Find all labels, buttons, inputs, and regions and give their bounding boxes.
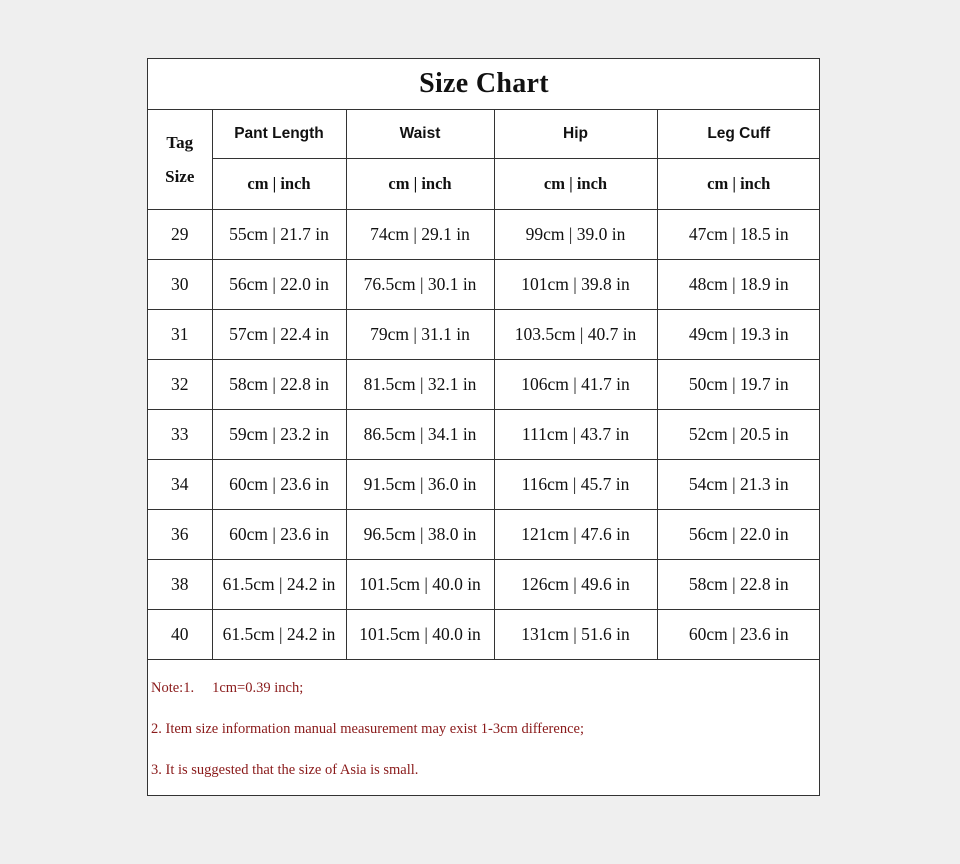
size-cell: 29 — [148, 210, 212, 260]
leg-cuff-cell: 56cm | 22.0 in — [657, 510, 820, 560]
waist-cell: 96.5cm | 38.0 in — [346, 510, 494, 560]
table-row — [148, 460, 820, 510]
note-1-text: 1cm=0.39 inch; — [212, 680, 304, 696]
size-cell: 40 — [148, 610, 212, 660]
size-cell: 30 — [148, 260, 212, 310]
waist-cell: 91.5cm | 36.0 in — [346, 460, 494, 510]
size-cell: 32 — [148, 360, 212, 410]
size-cell: 33 — [148, 410, 212, 460]
hip-cell: 121cm | 47.6 in — [494, 510, 657, 560]
pant-length-cell: 57cm | 22.4 in — [212, 310, 346, 360]
hip-cell: 111cm | 43.7 in — [494, 410, 657, 460]
size-cell: 38 — [148, 560, 212, 610]
table-row — [148, 560, 820, 610]
waist-cell: 76.5cm | 30.1 in — [346, 260, 494, 310]
note-line-3: 3. It is suggested that the size of Asia is small. — [151, 762, 419, 778]
hip-cell: 106cm | 41.7 in — [494, 360, 657, 410]
waist-cell: 86.5cm | 34.1 in — [346, 410, 494, 460]
tag-size-header-line2: Size — [165, 166, 195, 186]
pant-length-cell: 59cm | 23.2 in — [212, 410, 346, 460]
waist-unit: cm | inch — [346, 159, 494, 210]
table-row — [148, 510, 820, 560]
leg-cuff-cell: 60cm | 23.6 in — [657, 610, 820, 660]
leg-cuff-unit: cm | inch — [657, 159, 820, 210]
tag-size-header-line1: Tag — [166, 132, 194, 152]
pant-length-cell: 60cm | 23.6 in — [212, 510, 346, 560]
leg-cuff-cell: 47cm | 18.5 in — [657, 210, 820, 260]
table-row — [148, 610, 820, 660]
pant-length-cell: 60cm | 23.6 in — [212, 460, 346, 510]
pant-length-cell: 61.5cm | 24.2 in — [212, 610, 346, 660]
table-row — [148, 210, 820, 260]
waist-cell: 101.5cm | 40.0 in — [346, 610, 494, 660]
leg-cuff-cell: 48cm | 18.9 in — [657, 260, 820, 310]
size-chart-sheet — [147, 58, 820, 796]
leg-cuff-cell: 54cm | 21.3 in — [657, 460, 820, 510]
hip-cell: 126cm | 49.6 in — [494, 560, 657, 610]
leg-cuff-cell: 49cm | 19.3 in — [657, 310, 820, 360]
hip-cell: 99cm | 39.0 in — [494, 210, 657, 260]
pant-length-header: Pant Length — [212, 110, 346, 159]
waist-cell: 79cm | 31.1 in — [346, 310, 494, 360]
hip-cell: 103.5cm | 40.7 in — [494, 310, 657, 360]
hip-unit: cm | inch — [494, 159, 657, 210]
size-chart-table — [148, 59, 820, 660]
hip-cell: 116cm | 45.7 in — [494, 460, 657, 510]
leg-cuff-cell: 58cm | 22.8 in — [657, 560, 820, 610]
note-line-2: 2. Item size information manual measurement may exist 1-3cm difference; — [151, 721, 584, 737]
leg-cuff-cell: 52cm | 20.5 in — [657, 410, 820, 460]
waist-header: Waist — [346, 110, 494, 159]
size-cell: 36 — [148, 510, 212, 560]
note-line-1 — [151, 670, 819, 711]
pant-length-cell: 61.5cm | 24.2 in — [212, 560, 346, 610]
tag-size-header — [148, 110, 212, 210]
chart-title: Size Chart — [148, 59, 820, 110]
waist-cell: 74cm | 29.1 in — [346, 210, 494, 260]
size-cell: 34 — [148, 460, 212, 510]
pant-length-cell: 58cm | 22.8 in — [212, 360, 346, 410]
leg-cuff-cell: 50cm | 19.7 in — [657, 360, 820, 410]
note-prefix: Note:1. — [151, 680, 195, 696]
pant-length-cell: 55cm | 21.7 in — [212, 210, 346, 260]
notes-section — [148, 660, 819, 793]
hip-header: Hip — [494, 110, 657, 159]
table-row — [148, 260, 820, 310]
hip-cell: 131cm | 51.6 in — [494, 610, 657, 660]
pant-length-cell: 56cm | 22.0 in — [212, 260, 346, 310]
table-row — [148, 410, 820, 460]
pant-length-unit: cm | inch — [212, 159, 346, 210]
size-cell: 31 — [148, 310, 212, 360]
waist-cell: 101.5cm | 40.0 in — [346, 560, 494, 610]
hip-cell: 101cm | 39.8 in — [494, 260, 657, 310]
waist-cell: 81.5cm | 32.1 in — [346, 360, 494, 410]
table-row — [148, 360, 820, 410]
table-row — [148, 310, 820, 360]
leg-cuff-header: Leg Cuff — [657, 110, 820, 159]
